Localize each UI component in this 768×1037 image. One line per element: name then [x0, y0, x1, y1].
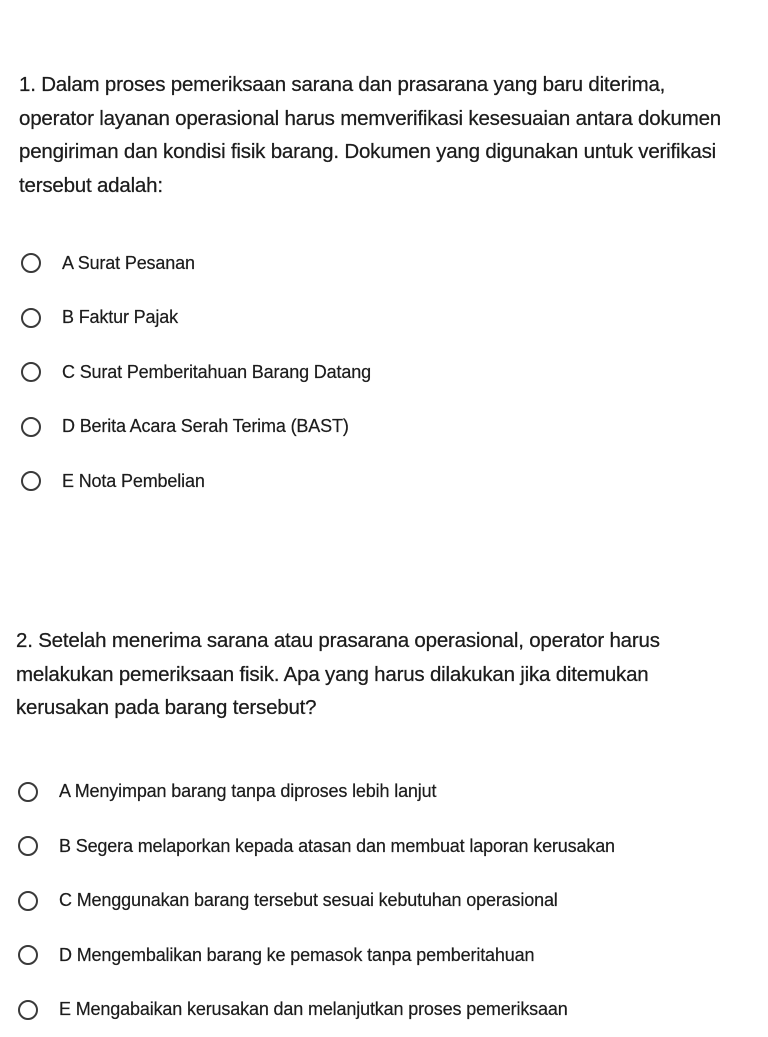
question-2-text: 2. Setelah menerima sarana atau prasarana operasional, operator harus melakukan pemeriksaan fisik. Apa yang harus dilakukan jika ditemukan kerusakan pada barang tersebut? — [16, 624, 738, 725]
option-label: E Nota Pembelian — [62, 471, 205, 492]
question-1-text: 1. Dalam proses pemeriksaan sarana dan prasarana yang baru diterima, operator layanan operasional harus memverifikasi kesesuaian antara dokumen pengiriman dan kondisi fisik barang. Dokumen yang digunakan untuk verifikasi tersebut adalah: — [19, 68, 738, 202]
option-label: E Mengabaikan kerusakan dan melanjutkan proses pemeriksaan — [59, 999, 568, 1020]
radio-button-icon[interactable] — [21, 471, 41, 491]
question-1 — [0, 68, 768, 509]
question-2 — [0, 624, 768, 1037]
question-2-option-b[interactable] — [16, 819, 738, 874]
question-1-option-b[interactable] — [19, 291, 738, 346]
radio-button-icon[interactable] — [18, 945, 38, 965]
radio-button-icon[interactable] — [21, 308, 41, 328]
question-1-option-d[interactable] — [19, 400, 738, 455]
question-2-options — [16, 765, 738, 1037]
option-label: D Mengembalikan barang ke pemasok tanpa pemberitahuan — [59, 945, 534, 966]
question-2-option-c[interactable] — [16, 874, 738, 929]
question-2-option-a[interactable] — [16, 765, 738, 820]
question-1-option-c[interactable] — [19, 345, 738, 400]
option-label: C Surat Pemberitahuan Barang Datang — [62, 362, 371, 383]
option-label: B Segera melaporkan kepada atasan dan membuat laporan kerusakan — [59, 836, 615, 857]
radio-button-icon[interactable] — [21, 417, 41, 437]
radio-button-icon[interactable] — [18, 782, 38, 802]
question-1-options — [19, 236, 738, 509]
option-label: A Menyimpan barang tanpa diproses lebih lanjut — [59, 781, 436, 802]
question-2-option-d[interactable] — [16, 928, 738, 983]
option-label: C Menggunakan barang tersebut sesuai kebutuhan operasional — [59, 890, 558, 911]
radio-button-icon[interactable] — [21, 253, 41, 273]
radio-button-icon[interactable] — [21, 362, 41, 382]
question-2-option-e[interactable] — [16, 983, 738, 1037]
question-1-option-a[interactable] — [19, 236, 738, 291]
option-label: D Berita Acara Serah Terima (BAST) — [62, 416, 349, 437]
radio-button-icon[interactable] — [18, 1000, 38, 1020]
radio-button-icon[interactable] — [18, 891, 38, 911]
option-label: B Faktur Pajak — [62, 307, 178, 328]
option-label: A Surat Pesanan — [62, 253, 195, 274]
radio-button-icon[interactable] — [18, 836, 38, 856]
question-1-option-e[interactable] — [19, 454, 738, 509]
